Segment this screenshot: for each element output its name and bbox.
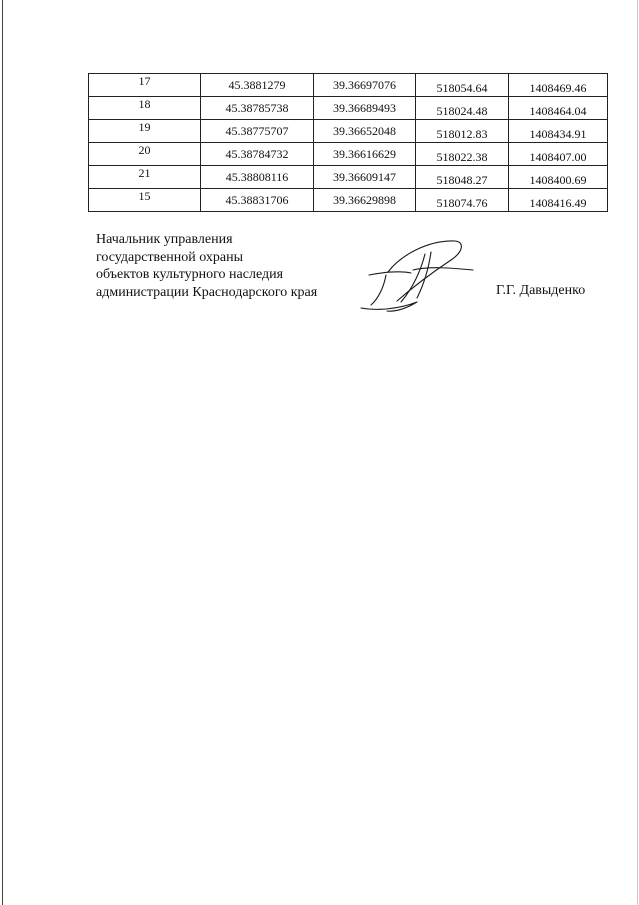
table-row xyxy=(89,143,608,166)
y-coordinate-cell: 1408469.46 xyxy=(509,74,608,97)
signatory-position xyxy=(96,231,317,301)
point-number-cell: 19 xyxy=(89,120,201,143)
latitude-cell: 45.3881279 xyxy=(201,74,314,97)
longitude-cell: 39.36689493 xyxy=(314,97,416,120)
signer-name: Г.Г. Давыденко xyxy=(496,283,586,298)
point-number-cell: 21 xyxy=(89,166,201,189)
longitude-cell: 39.36652048 xyxy=(314,120,416,143)
table-row xyxy=(89,97,608,120)
x-coordinate-cell: 518024.48 xyxy=(416,97,509,120)
x-coordinate-cell: 518012.83 xyxy=(416,120,509,143)
longitude-cell: 39.36609147 xyxy=(314,166,416,189)
signature-stroke xyxy=(361,302,417,311)
y-coordinate-cell: 1408416.49 xyxy=(509,189,608,212)
longitude-cell: 39.36616629 xyxy=(314,143,416,166)
x-coordinate-cell: 518074.76 xyxy=(416,189,509,212)
point-number-cell: 15 xyxy=(89,189,201,212)
y-coordinate-cell: 1408434.91 xyxy=(509,120,608,143)
signature-stroke xyxy=(371,275,386,305)
latitude-cell: 45.38784732 xyxy=(201,143,314,166)
table-row xyxy=(89,189,608,212)
position-line: Начальник управления xyxy=(96,232,233,247)
latitude-cell: 45.38808116 xyxy=(201,166,314,189)
coordinates-table-body xyxy=(89,74,608,212)
coordinates-table xyxy=(88,73,608,212)
position-line: государственной охраны xyxy=(96,249,244,265)
y-coordinate-cell: 1408407.00 xyxy=(509,143,608,166)
longitude-cell: 39.36629898 xyxy=(314,189,416,212)
x-coordinate-cell: 518048.27 xyxy=(416,166,509,189)
latitude-cell: 45.38831706 xyxy=(201,189,314,212)
position-line: объектов культурного наследия xyxy=(96,267,284,282)
signature-icon xyxy=(355,232,475,314)
y-coordinate-cell: 1408464.04 xyxy=(509,97,608,120)
signature-stroke xyxy=(388,241,461,301)
latitude-cell: 45.38775707 xyxy=(201,120,314,143)
point-number-cell: 20 xyxy=(89,143,201,166)
y-coordinate-cell: 1408400.69 xyxy=(509,166,608,189)
x-coordinate-cell: 518054.64 xyxy=(416,74,509,97)
signature-stroke xyxy=(369,272,411,275)
point-number-cell: 17 xyxy=(89,74,201,97)
point-number-cell: 18 xyxy=(89,97,201,120)
position-line: администрации Краснодарского края xyxy=(96,284,318,300)
table-row xyxy=(89,166,608,189)
signature-stroke xyxy=(413,268,473,270)
scan-edge-right xyxy=(637,0,638,905)
scan-edge-left xyxy=(2,0,3,905)
table-row xyxy=(89,74,608,97)
x-coordinate-cell: 518022.38 xyxy=(416,143,509,166)
longitude-cell: 39.36697076 xyxy=(314,74,416,97)
latitude-cell: 45.38785738 xyxy=(201,97,314,120)
table-row xyxy=(89,120,608,143)
